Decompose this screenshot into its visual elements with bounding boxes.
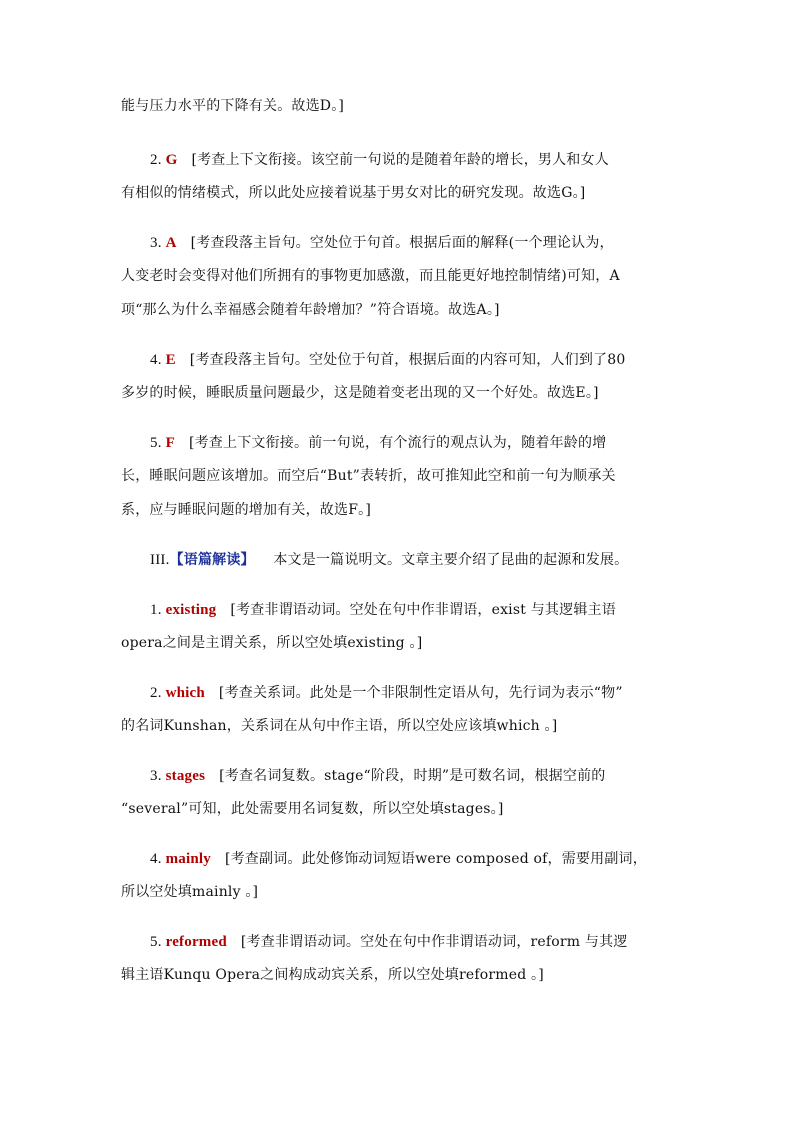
answer-key: reformed bbox=[165, 934, 227, 950]
section-number: III. bbox=[150, 552, 170, 568]
answer-key: mainly bbox=[165, 851, 211, 867]
item-number: 5. bbox=[150, 435, 166, 451]
answer-key: E bbox=[165, 352, 176, 368]
text-line: 长，睡眠问题应该增加。而空后“But”表转折，故可推知此空和前一句为顺承关 bbox=[121, 468, 616, 484]
answer-item-existing bbox=[150, 600, 616, 620]
item-number: 5. bbox=[150, 934, 166, 950]
explanation-text: [考查段落主旨句。空处位于句首，根据后面的内容可知，人们到了80 bbox=[189, 352, 626, 368]
text-line: 能与压力水平的下降有关。故选D。] bbox=[121, 98, 345, 114]
text-line: opera之间是主谓关系，所以空处填existing 。] bbox=[121, 635, 423, 651]
answer-item-which bbox=[150, 683, 623, 703]
text-line: 多岁的时候，睡眠质量问题最少，这是随着变老出现的又一个好处。故选E。] bbox=[121, 385, 599, 401]
answer-item-reformed bbox=[150, 932, 628, 952]
answer-key: stages bbox=[165, 768, 206, 784]
answer-key: existing bbox=[165, 602, 217, 618]
answer-key: G bbox=[165, 152, 178, 168]
item-number: 2. bbox=[150, 685, 166, 701]
text-line: 有相似的情绪模式，所以此处应接着说基于男女对比的研究发现。故选G。] bbox=[121, 185, 586, 201]
text-line: 的名词Kunshan，关系词在从句中作主语，所以空处应该填which 。] bbox=[121, 718, 558, 734]
answer-key: A bbox=[165, 235, 177, 251]
text-line: 辑主语Kunqu Opera之间构成动宾关系，所以空处填reformed 。] bbox=[121, 967, 544, 983]
explanation-text: [考查非谓语动词。空处在句中作非谓语动词，reform 与其逻 bbox=[240, 934, 628, 950]
explanation-text: [考查名词复数。stage“阶段，时期”是可数名词，根据空前的 bbox=[219, 768, 606, 784]
section-summary: 本文是一篇说明文。文章主要介绍了昆曲的起源和发展。 bbox=[273, 552, 629, 568]
explanation-text: [考查非谓语动词。空处在句中作非谓语，exist 与其逻辑主语 bbox=[230, 602, 616, 618]
text-line: 系，应与睡眠问题的增加有关，故选F。] bbox=[121, 502, 371, 518]
answer-item-g bbox=[150, 150, 609, 170]
explanation-text: [考查段落主旨句。空处位于句首。根据后面的解释(一个理论认为， bbox=[190, 235, 614, 251]
answer-item-stages bbox=[150, 766, 605, 786]
answer-key: F bbox=[165, 435, 175, 451]
item-number: 4. bbox=[150, 851, 166, 867]
section-title: 【语篇解读】 bbox=[169, 552, 255, 568]
item-number: 3. bbox=[150, 768, 166, 784]
item-number: 3. bbox=[150, 235, 166, 251]
explanation-text: [考查上下文衔接。该空前一句说的是随着年龄的增长，男人和女人 bbox=[191, 152, 609, 168]
text-line: “several”可知，此处需要用名词复数，所以空处填stages。] bbox=[121, 801, 504, 817]
item-number: 4. bbox=[150, 352, 166, 368]
text-line: 人变老时会变得对他们所拥有的事物更加感激，而且能更好地控制情绪)可知，A bbox=[121, 268, 620, 284]
answer-item-f bbox=[150, 433, 606, 453]
answer-item-e bbox=[150, 350, 625, 370]
explanation-text: [考查关系词。此处是一个非限制性定语从句，先行词为表示“物” bbox=[218, 685, 623, 701]
item-number: 2. bbox=[150, 152, 166, 168]
answer-key: which bbox=[165, 685, 205, 701]
text-line: 所以空处填mainly 。] bbox=[121, 884, 259, 900]
explanation-text: [考查副词。此处修饰动词短语were composed of，需要用副词， bbox=[224, 851, 647, 867]
explanation-text: [考查上下文衔接。前一句说，有个流行的观点认为，随着年龄的增 bbox=[188, 435, 607, 451]
section-header bbox=[150, 550, 628, 570]
item-number: 1. bbox=[150, 602, 166, 618]
text-line: 项“那么为什么幸福感会随着年龄增加？”符合语境。故选A。] bbox=[121, 302, 500, 318]
answer-item-mainly bbox=[150, 849, 647, 869]
answer-item-a bbox=[150, 233, 614, 253]
